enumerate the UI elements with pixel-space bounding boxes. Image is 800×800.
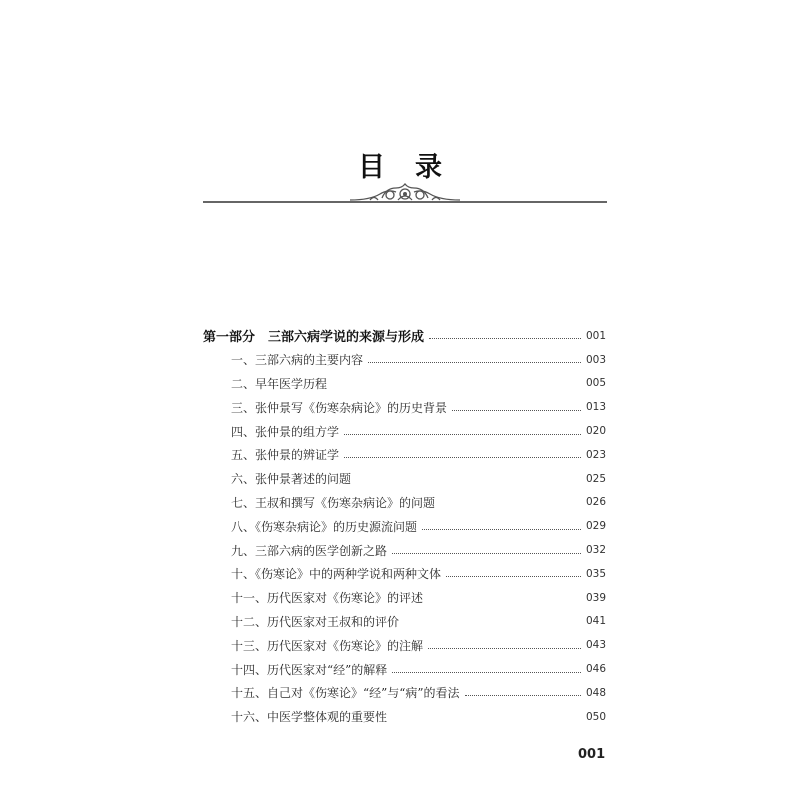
toc-entry-page: 050 [585,710,606,723]
toc-entry-page: 029 [585,520,606,533]
toc-entry-page: 005 [585,377,606,390]
toc-leader [452,410,581,411]
toc-entry[interactable] [203,705,606,729]
toc-leader [392,672,581,673]
toc-entry-title: 二、早年医学历程 [231,376,328,391]
toc-entry-title: 十四、历代医家对“经”的解释 [231,662,388,677]
toc-entry-page: 048 [585,686,606,699]
toc-entry-title: 十、《伤寒论》中的两种学说和两种文体 [231,567,442,582]
toc-entry[interactable] [203,657,606,681]
toc-entry[interactable] [203,586,606,610]
toc-entry-page: 020 [585,425,606,438]
toc-leader [368,362,581,363]
toc-leader [465,695,581,696]
toc-entry-page: 023 [585,448,606,461]
toc-entry[interactable] [203,443,606,467]
toc-leader [428,600,581,601]
toc-entry-title: 七、王叔和撰写《伤寒杂病论》的问题 [231,495,436,510]
toc-entry-page: 046 [585,663,606,676]
toc-part-title: 第一部分 三部六病学说的来源与形成 [203,330,425,346]
toc-leader [356,481,581,482]
toc-entry[interactable] [203,491,606,515]
page-title: 目录 [358,152,472,183]
toc-entry-page: 043 [585,639,606,652]
toc-entry-title: 一、三部六病的主要内容 [231,353,364,368]
toc-entry-title: 十五、自己对《伤寒论》“经”与“病”的看法 [231,686,460,701]
toc-entry-page: 003 [585,353,606,366]
title-ornament-icon [330,180,480,208]
table-of-contents [203,324,606,729]
toc-entry-page: 039 [585,591,606,604]
toc-part-page: 001 [585,329,606,342]
toc-leader [344,434,581,435]
toc-leader [440,505,581,506]
toc-entry[interactable] [203,538,606,562]
toc-entry-title: 九、三部六病的医学创新之路 [231,543,388,558]
toc-entry-title: 五、张仲景的辨证学 [231,448,340,463]
toc-entry-title: 四、张仲景的组方学 [231,424,340,439]
toc-leader [344,457,581,458]
toc-entry-title: 八、《伤寒杂病论》的历史源流问题 [231,519,418,534]
toc-leader [428,648,581,649]
toc-leader [392,553,581,554]
toc-leader [429,338,581,339]
toc-entry-page: 041 [585,615,606,628]
toc-entry[interactable] [203,467,606,491]
toc-entry-page: 035 [585,567,606,580]
toc-entry[interactable] [203,681,606,705]
toc-entry-title: 十六、中医学整体观的重要性 [231,710,388,725]
toc-entry-title: 十一、历代医家对《伤寒论》的评述 [231,591,424,606]
toc-leader [404,624,581,625]
toc-entry-page: 025 [585,472,606,485]
page-number: 001 [578,747,606,762]
toc-entry[interactable] [203,419,606,443]
toc-entry-page: 032 [585,544,606,557]
toc-entry-title: 六、张仲景著述的问题 [231,472,352,487]
toc-entry[interactable] [203,562,606,586]
toc-leader [332,386,581,387]
toc-entry[interactable] [203,610,606,634]
toc-part-heading[interactable] [203,324,606,348]
toc-entry-title: 十二、历代医家对王叔和的评价 [231,614,400,629]
toc-entry[interactable] [203,633,606,657]
toc-entry-page: 026 [585,496,606,509]
toc-entry[interactable] [203,514,606,538]
toc-entry[interactable] [203,348,606,372]
title-rule [203,201,607,203]
toc-entry-page: 013 [585,401,606,414]
toc-leader [422,529,581,530]
toc-leader [446,576,581,577]
toc-entry[interactable] [203,395,606,419]
toc-entry-title: 三、张仲景写《伤寒杂病论》的历史背景 [231,400,448,415]
toc-entry[interactable] [203,372,606,396]
toc-entry-title: 十三、历代医家对《伤寒论》的注解 [231,638,424,653]
toc-leader [392,719,581,720]
